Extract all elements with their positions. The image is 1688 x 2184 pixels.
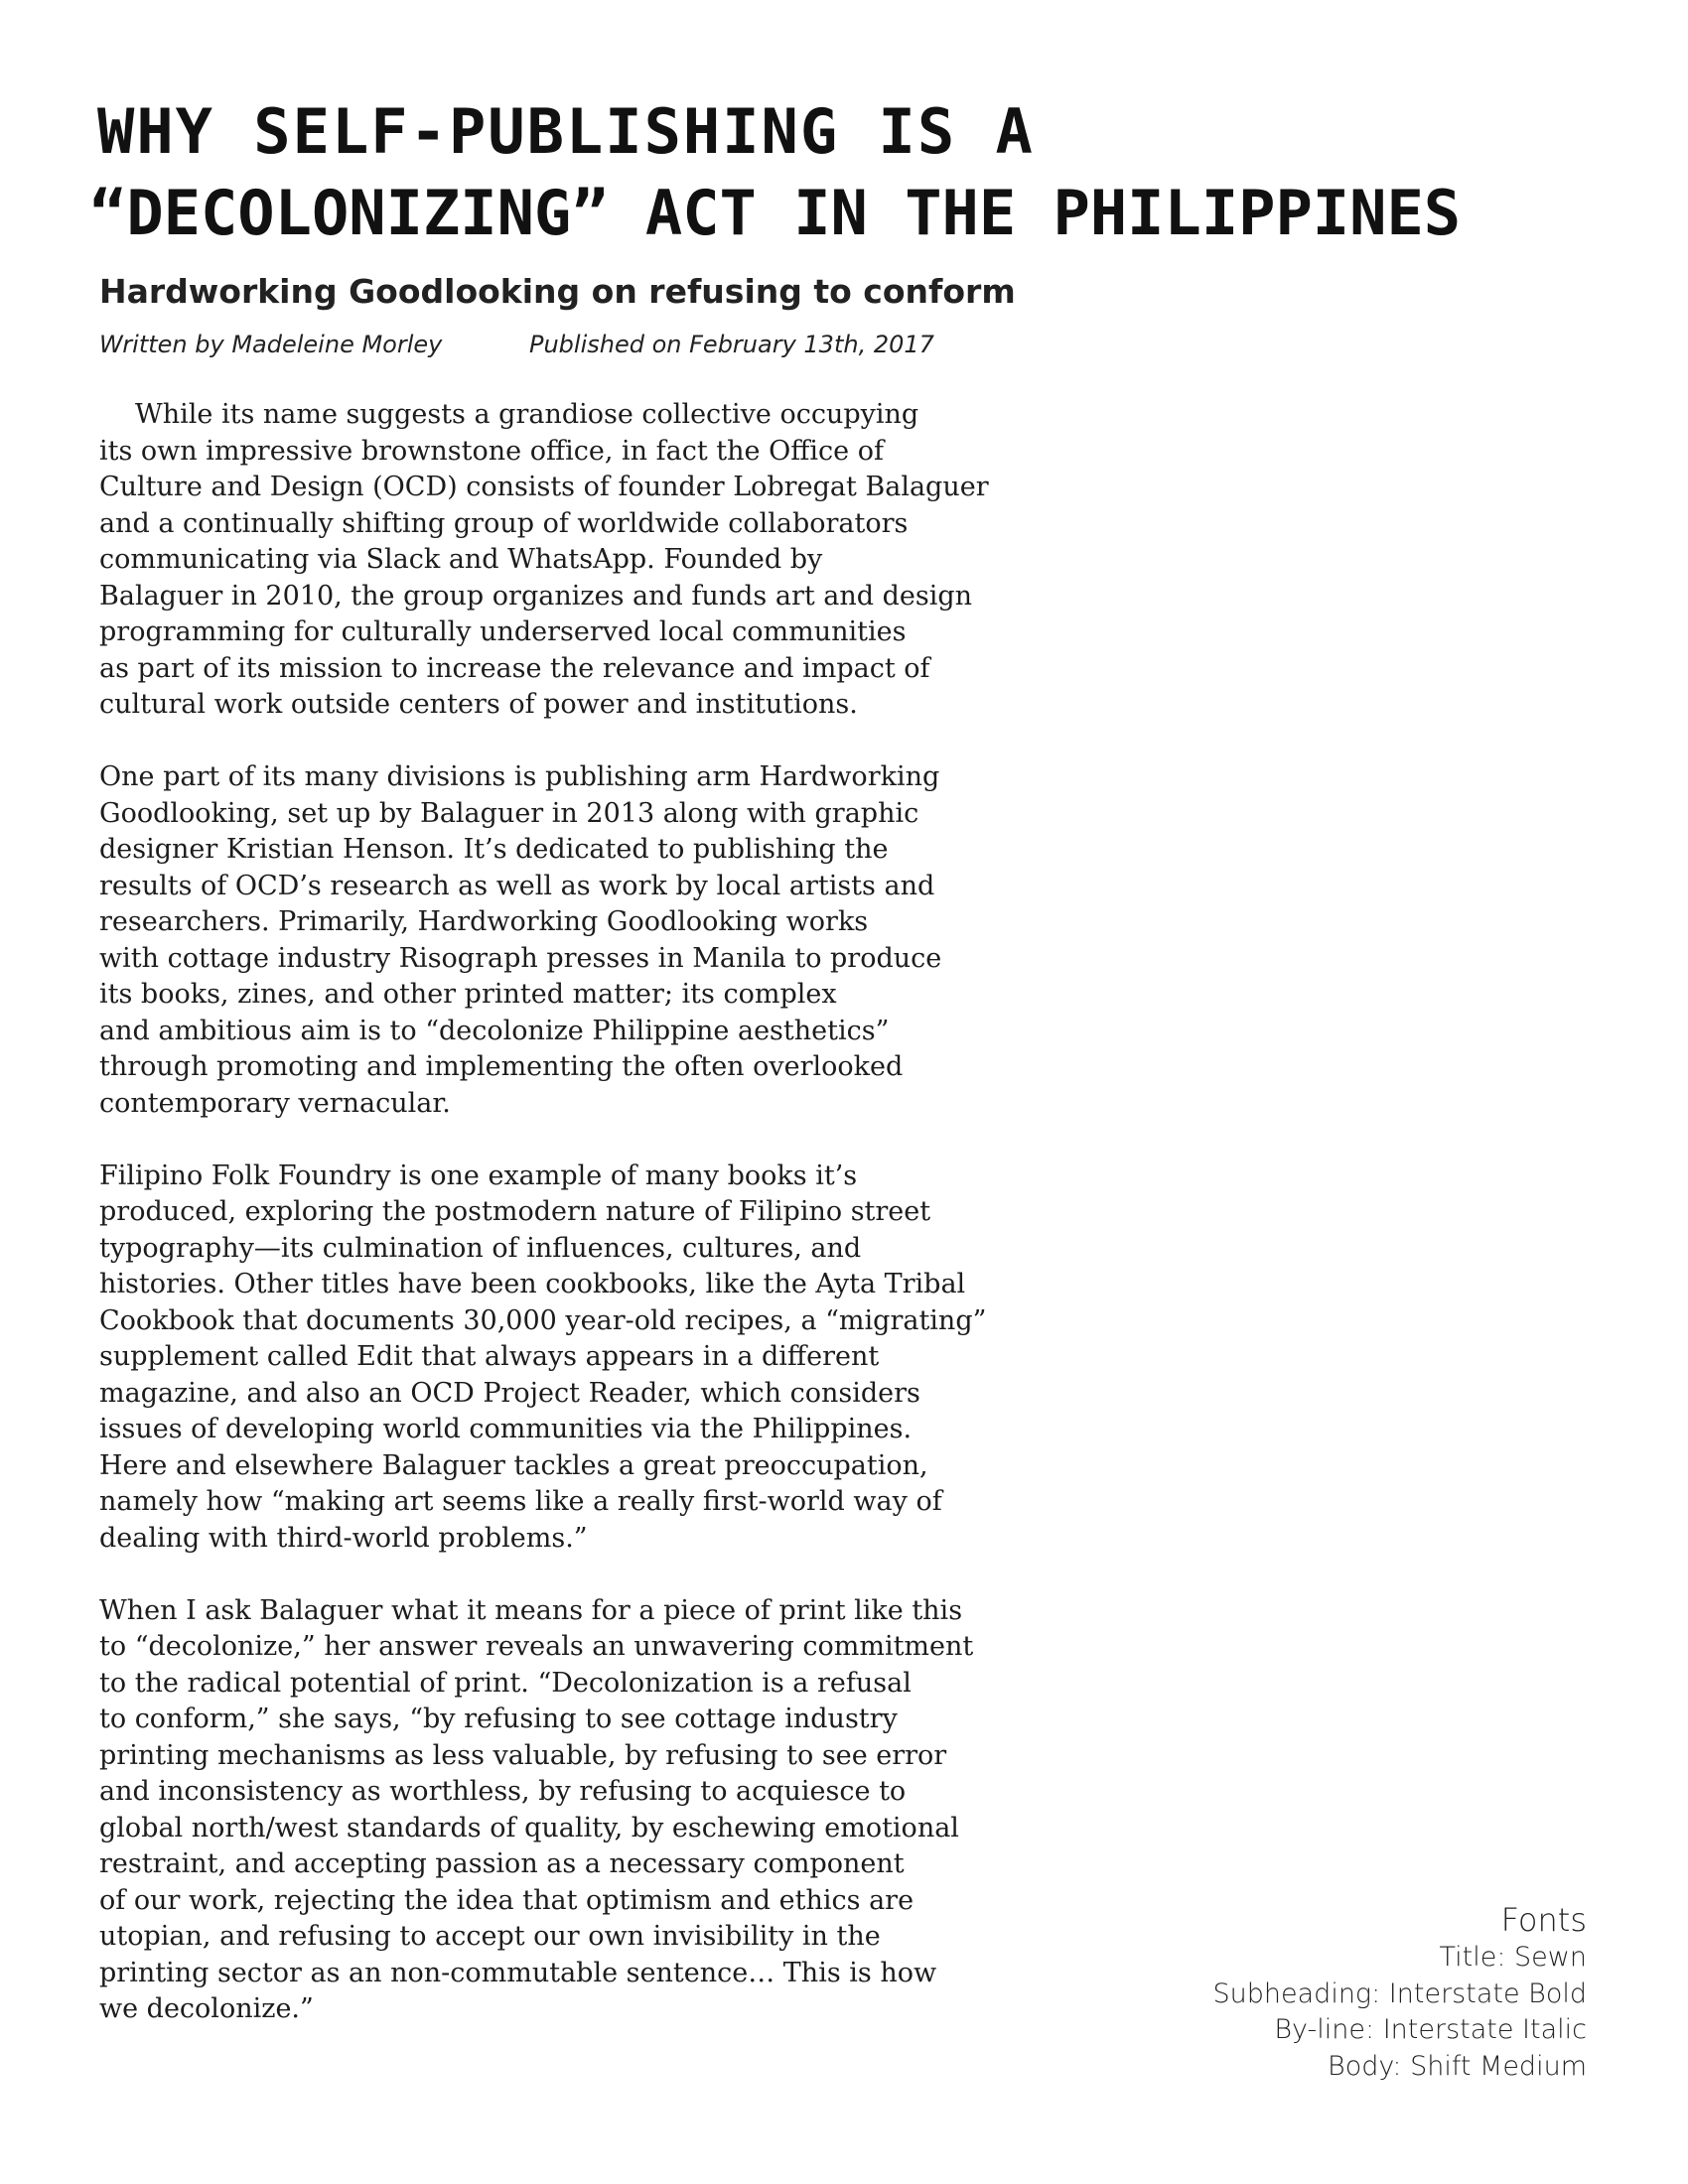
body-line: supplement called Edit that always appears in a different	[99, 1341, 880, 1372]
body-line: While its name suggests a grandiose collective occupying	[135, 399, 919, 430]
body-paragraph-1	[99, 397, 1092, 724]
body-line: cultural work outside centers of power and institutions.	[99, 689, 858, 720]
body-paragraph-2	[99, 759, 1092, 1122]
body-line: of our work, rejecting the idea that optimism and ethics are	[99, 1884, 914, 1916]
body-line: Filipino Folk Foundry is one example of many books it’s	[99, 1160, 858, 1191]
body-line: to the radical potential of print. “Decolonization is a refusal	[99, 1667, 912, 1699]
body-line: through promoting and implementing the often overlooked	[99, 1051, 904, 1082]
fonts-note-heading: Fonts	[1500, 1901, 1587, 1939]
body-line: to “decolonize,” her answer reveals an unwavering commitment	[99, 1631, 974, 1662]
body-line: to conform,” she says, “by refusing to see cottage industry	[99, 1704, 898, 1734]
body-line: we decolonize.”	[99, 1993, 314, 2024]
body-line: and inconsistency as worthless, by refusing to acquiesce to	[99, 1776, 907, 1807]
body-line: its own impressive brownstone office, in fact the Office of	[99, 435, 884, 467]
body-line: printing mechanisms as less valuable, by refusing to see error	[99, 1739, 947, 1771]
body-paragraph-3	[99, 1159, 1092, 1558]
body-line: When I ask Balaguer what it means for a piece of print like this	[99, 1594, 963, 1626]
body-line: and a continually shifting group of worldwide collaborators	[99, 507, 909, 539]
body-line: histories. Other titles have been cookbooks, like the Ayta Tribal	[99, 1269, 966, 1299]
article-body	[99, 397, 1092, 2064]
title-line-1: WHY SELF-PUBLISHING IS A	[97, 95, 1035, 168]
body-line: restraint, and accepting passion as a necessary component	[99, 1848, 905, 1879]
byline-author: Written by Madeleine Morley	[99, 331, 443, 358]
body-line: issues of developing world communities via the Philippines.	[99, 1414, 913, 1444]
body-line: utopian, and refusing to accept our own invisibility in the	[99, 1921, 881, 1952]
body-line: designer Kristian Henson. It’s dedicated to publishing the	[99, 834, 889, 865]
body-line: produced, exploring the postmodern nature of Filipino street	[99, 1196, 931, 1227]
body-line: contemporary vernacular.	[99, 1087, 451, 1119]
title-line-2: “DECOLONIZING” ACT IN THE PHILIPPINES	[89, 177, 1462, 249]
body-line: communicating via Slack and WhatsApp. Founded by	[99, 544, 823, 575]
body-line: One part of its many divisions is publishing arm Hardworking	[99, 761, 940, 792]
body-line: magazine, and also an OCD Project Reader, which considers	[99, 1377, 920, 1409]
body-line: and ambitious aim is to “decolonize Philippine aesthetics”	[99, 1015, 890, 1046]
fonts-note-subheading-font: Subheading: Interstate Bold	[1212, 1978, 1587, 2009]
body-paragraph-4	[99, 1593, 1092, 2028]
fonts-note-body-font: Body: Shift Medium	[1328, 2050, 1587, 2082]
body-line: as part of its mission to increase the relevance and impact of	[99, 652, 930, 684]
body-line: dealing with third-world problems.”	[99, 1522, 588, 1554]
byline	[99, 328, 934, 361]
body-line: Goodlooking, set up by Balaguer in 2013 along with graphic	[99, 797, 919, 829]
body-line: typography—its culmination of influences, cultures, and	[99, 1232, 862, 1264]
body-line: global north/west standards of quality, by eschewing emotional	[99, 1812, 959, 1843]
fonts-note-byline-font: By-line: Interstate Italic	[1274, 2014, 1587, 2045]
body-line: Culture and Design (OCD) consists of founder Lobregat Balaguer	[99, 472, 989, 502]
body-line: printing sector as an non-commutable sentence… This is how	[99, 1957, 937, 1988]
body-line: Cookbook that documents 30,000 year-old recipes, a “migrating”	[99, 1304, 987, 1336]
body-line: with cottage industry Risograph presses in Manila to produce	[99, 942, 942, 974]
body-line: programming for culturally underserved local communities	[99, 616, 907, 647]
fonts-note-title-font: Title: Sewn	[1439, 1942, 1587, 1973]
fonts-note	[1213, 1900, 1587, 2085]
article-title	[89, 91, 1607, 254]
body-line: researchers. Primarily, Hardworking Goodlooking works	[99, 906, 869, 937]
body-line: Balaguer in 2010, the group organizes and funds art and design	[99, 580, 973, 612]
body-line: its books, zines, and other printed matter; its complex	[99, 979, 837, 1010]
article-subheading: Hardworking Goodlooking on refusing to conform	[99, 272, 1016, 311]
body-line: Here and elsewhere Balaguer tackles a great preoccupation,	[99, 1449, 928, 1481]
body-line: results of OCD’s research as well as work by local artists and	[99, 870, 935, 901]
byline-published-date: Published on February 13th, 2017	[529, 331, 934, 358]
body-line: namely how “making art seems like a really first-world way of	[99, 1486, 942, 1517]
